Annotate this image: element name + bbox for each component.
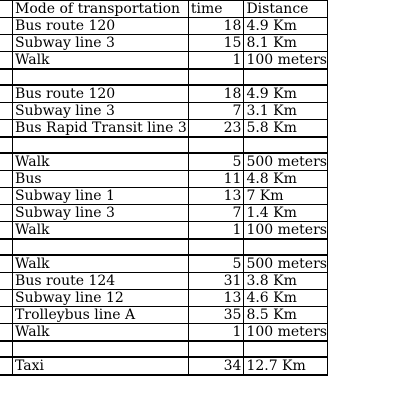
- empty-cell[interactable]: [13, 69, 189, 85]
- empty-cell[interactable]: [0, 35, 13, 52]
- distance-cell[interactable]: 500 meters: [244, 255, 328, 273]
- time-cell[interactable]: 15: [188, 35, 244, 52]
- empty-cell[interactable]: [244, 239, 328, 255]
- distance-cell[interactable]: 4.9 Km: [244, 18, 328, 35]
- table-row: [0, 103, 328, 120]
- empty-cell[interactable]: [0, 188, 13, 205]
- empty-cell[interactable]: [0, 69, 13, 85]
- mode-cell[interactable]: Walk: [13, 52, 189, 70]
- time-cell[interactable]: 18: [188, 18, 244, 35]
- mode-cell[interactable]: Subway line 12: [13, 290, 189, 307]
- time-cell[interactable]: 5: [188, 255, 244, 273]
- time-cell[interactable]: 31: [188, 273, 244, 290]
- route-cell[interactable]: [0, 255, 13, 273]
- table-row: [0, 222, 328, 240]
- mode-cell[interactable]: Subway line 1: [13, 188, 189, 205]
- table-row: [0, 153, 328, 171]
- empty-cell[interactable]: [244, 341, 328, 357]
- time-cell[interactable]: 11: [188, 171, 244, 188]
- empty-cell[interactable]: [244, 137, 328, 153]
- empty-cell[interactable]: [0, 52, 13, 70]
- separator-row: [0, 69, 328, 85]
- table-row: [0, 52, 328, 70]
- empty-cell[interactable]: [0, 205, 13, 222]
- empty-cell[interactable]: [0, 137, 13, 153]
- header-time-cell[interactable]: time: [188, 1, 244, 18]
- separator-row: [0, 341, 328, 357]
- empty-cell[interactable]: [188, 69, 244, 85]
- distance-cell[interactable]: 100 meters: [244, 324, 328, 342]
- mode-cell[interactable]: Bus: [13, 171, 189, 188]
- mode-cell[interactable]: Bus route 120: [13, 18, 189, 35]
- mode-cell[interactable]: Bus route 120: [13, 85, 189, 103]
- empty-cell[interactable]: [188, 341, 244, 357]
- header-distance-cell[interactable]: Distance: [244, 1, 328, 18]
- time-cell[interactable]: 18: [188, 85, 244, 103]
- distance-cell[interactable]: 3.1 Km: [244, 103, 328, 120]
- empty-cell[interactable]: [0, 273, 13, 290]
- mode-cell[interactable]: Bus route 124: [13, 273, 189, 290]
- empty-cell[interactable]: [13, 239, 189, 255]
- time-cell[interactable]: 34: [188, 357, 244, 375]
- time-cell[interactable]: 13: [188, 290, 244, 307]
- route-table-body: [0, 1, 328, 376]
- table-row: [0, 307, 328, 324]
- table-row: [0, 205, 328, 222]
- time-cell[interactable]: 13: [188, 188, 244, 205]
- mode-cell[interactable]: Bus Rapid Transit line 3: [13, 120, 189, 138]
- empty-cell[interactable]: [13, 137, 189, 153]
- table-row: [0, 120, 328, 138]
- distance-cell[interactable]: 8.1 Km: [244, 35, 328, 52]
- empty-cell[interactable]: [0, 239, 13, 255]
- table-row: [0, 357, 328, 375]
- mode-cell[interactable]: Walk: [13, 222, 189, 240]
- route-cell[interactable]: [0, 85, 13, 103]
- distance-cell[interactable]: 7 Km: [244, 188, 328, 205]
- mode-cell[interactable]: Subway line 3: [13, 205, 189, 222]
- header-route-cell[interactable]: [0, 1, 13, 18]
- separator-row: [0, 239, 328, 255]
- empty-cell[interactable]: [13, 341, 189, 357]
- time-cell[interactable]: 1: [188, 52, 244, 70]
- distance-cell[interactable]: 5.8 Km: [244, 120, 328, 138]
- distance-cell[interactable]: 3.8 Km: [244, 273, 328, 290]
- distance-cell[interactable]: 8.5 Km: [244, 307, 328, 324]
- empty-cell[interactable]: [0, 222, 13, 240]
- time-cell[interactable]: 1: [188, 222, 244, 240]
- table-row: [0, 18, 328, 35]
- table-row: [0, 85, 328, 103]
- mode-cell[interactable]: Taxi: [13, 357, 189, 375]
- distance-cell[interactable]: 100 meters: [244, 52, 328, 70]
- distance-cell[interactable]: 4.6 Km: [244, 290, 328, 307]
- mode-cell[interactable]: Subway line 3: [13, 103, 189, 120]
- empty-cell[interactable]: [0, 290, 13, 307]
- distance-cell[interactable]: 4.8 Km: [244, 171, 328, 188]
- mode-cell[interactable]: Trolleybus line A: [13, 307, 189, 324]
- empty-cell[interactable]: [0, 103, 13, 120]
- time-cell[interactable]: 23: [188, 120, 244, 138]
- table-row: [0, 255, 328, 273]
- route-cell[interactable]: [0, 153, 13, 171]
- mode-cell[interactable]: Walk: [13, 324, 189, 342]
- time-cell[interactable]: 7: [188, 103, 244, 120]
- mode-cell[interactable]: Subway line 3: [13, 35, 189, 52]
- empty-cell[interactable]: [0, 120, 13, 138]
- table-row: [0, 35, 328, 52]
- table-row: [0, 188, 328, 205]
- distance-cell[interactable]: 12.7 Km: [244, 357, 328, 375]
- empty-cell[interactable]: [244, 69, 328, 85]
- header-mode-cell[interactable]: Mode of transportation: [13, 1, 189, 18]
- empty-cell[interactable]: [0, 171, 13, 188]
- time-cell[interactable]: 35: [188, 307, 244, 324]
- empty-cell[interactable]: [188, 137, 244, 153]
- distance-cell[interactable]: 500 meters: [244, 153, 328, 171]
- route-cell[interactable]: [0, 18, 13, 35]
- mode-cell[interactable]: Walk: [13, 153, 189, 171]
- header-row: [0, 1, 328, 18]
- mode-cell[interactable]: Walk: [13, 255, 189, 273]
- route-cell[interactable]: [0, 357, 13, 375]
- empty-cell[interactable]: [188, 239, 244, 255]
- separator-row: [0, 137, 328, 153]
- empty-cell[interactable]: [0, 341, 13, 357]
- table-row: [0, 171, 328, 188]
- empty-cell[interactable]: [0, 324, 13, 342]
- distance-cell[interactable]: 100 meters: [244, 222, 328, 240]
- distance-cell[interactable]: 4.9 Km: [244, 85, 328, 103]
- time-cell[interactable]: 7: [188, 205, 244, 222]
- distance-cell[interactable]: 1.4 Km: [244, 205, 328, 222]
- table-row: [0, 290, 328, 307]
- table-row: [0, 273, 328, 290]
- time-cell[interactable]: 1: [188, 324, 244, 342]
- time-cell[interactable]: 5: [188, 153, 244, 171]
- empty-cell[interactable]: [0, 307, 13, 324]
- table-row: [0, 324, 328, 342]
